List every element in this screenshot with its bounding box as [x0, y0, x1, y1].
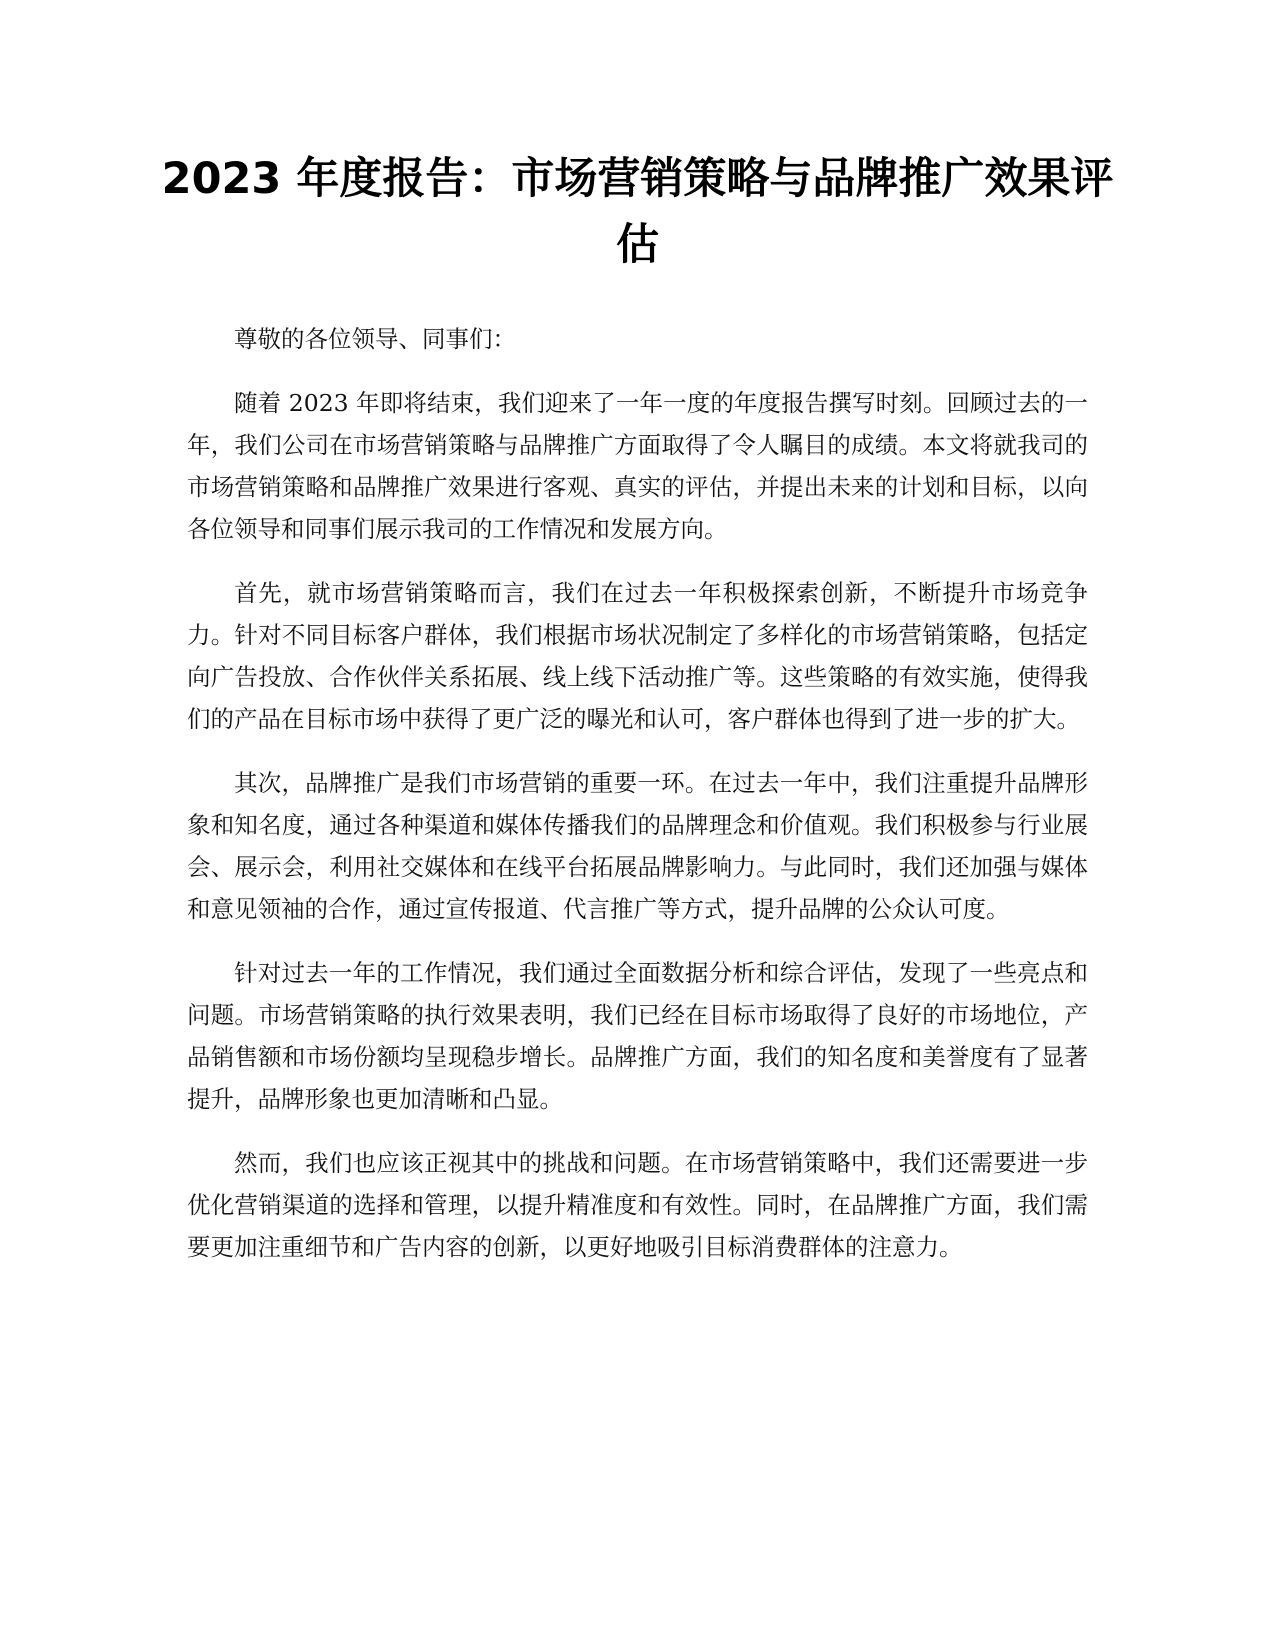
document-title: 2023 年度报告：市场营销策略与品牌推广效果评估	[161, 154, 1114, 270]
document-body	[187, 318, 1088, 1290]
paragraph-evaluation: 针对过去一年的工作情况，我们通过全面数据分析和综合评估，发现了一些亮点和问题。市场营销策略的执行效果表明，我们已经在目标市场取得了良好的市场地位，产品销售额和市场份额均呈现稳步增长。品牌推广方面，我们的知名度和美誉度有了显著提升，品牌形象也更加清晰和凸显。	[187, 959, 1088, 1113]
paragraph-brand-promotion: 其次，品牌推广是我们市场营销的重要一环。在过去一年中，我们注重提升品牌形象和知名度，通过各种渠道和媒体传播我们的品牌理念和价值观。我们积极参与行业展会、展示会，利用社交媒体和在线平台拓展品牌影响力。与此同时，我们还加强与媒体和意见领袖的合作，通过宣传报道、代言推广等方式，提升品牌的公众认可度。	[187, 769, 1088, 923]
greeting-paragraph: 尊敬的各位领导、同事们：	[234, 325, 516, 353]
paragraph-challenges: 然而，我们也应该正视其中的挑战和问题。在市场营销策略中，我们还需要进一步优化营销渠道的选择和管理，以提升精准度和有效性。同时，在品牌推广方面，我们需要更加注重细节和广告内容的创新，以更好地吸引目标消费群体的注意力。	[187, 1149, 1088, 1261]
paragraph-marketing-strategy: 首先，就市场营销策略而言，我们在过去一年积极探索创新，不断提升市场竞争力。针对不同目标客户群体，我们根据市场状况制定了多样化的市场营销策略，包括定向广告投放、合作伙伴关系拓展、线上线下活动推广等。这些策略的有效实施，使得我们的产品在目标市场中获得了更广泛的曝光和认可，客户群体也得到了进一步的扩大。	[187, 579, 1088, 733]
paragraph-intro: 随着 2023 年即将结束，我们迎来了一年一度的年度报告撰写时刻。回顾过去的一年，我们公司在市场营销策略与品牌推广方面取得了令人瞩目的成绩。本文将就我司的市场营销策略和品牌推广效果进行客观、真实的评估，并提出未来的计划和目标，以向各位领导和同事们展示我司的工作情况和发展方向。	[187, 389, 1088, 543]
